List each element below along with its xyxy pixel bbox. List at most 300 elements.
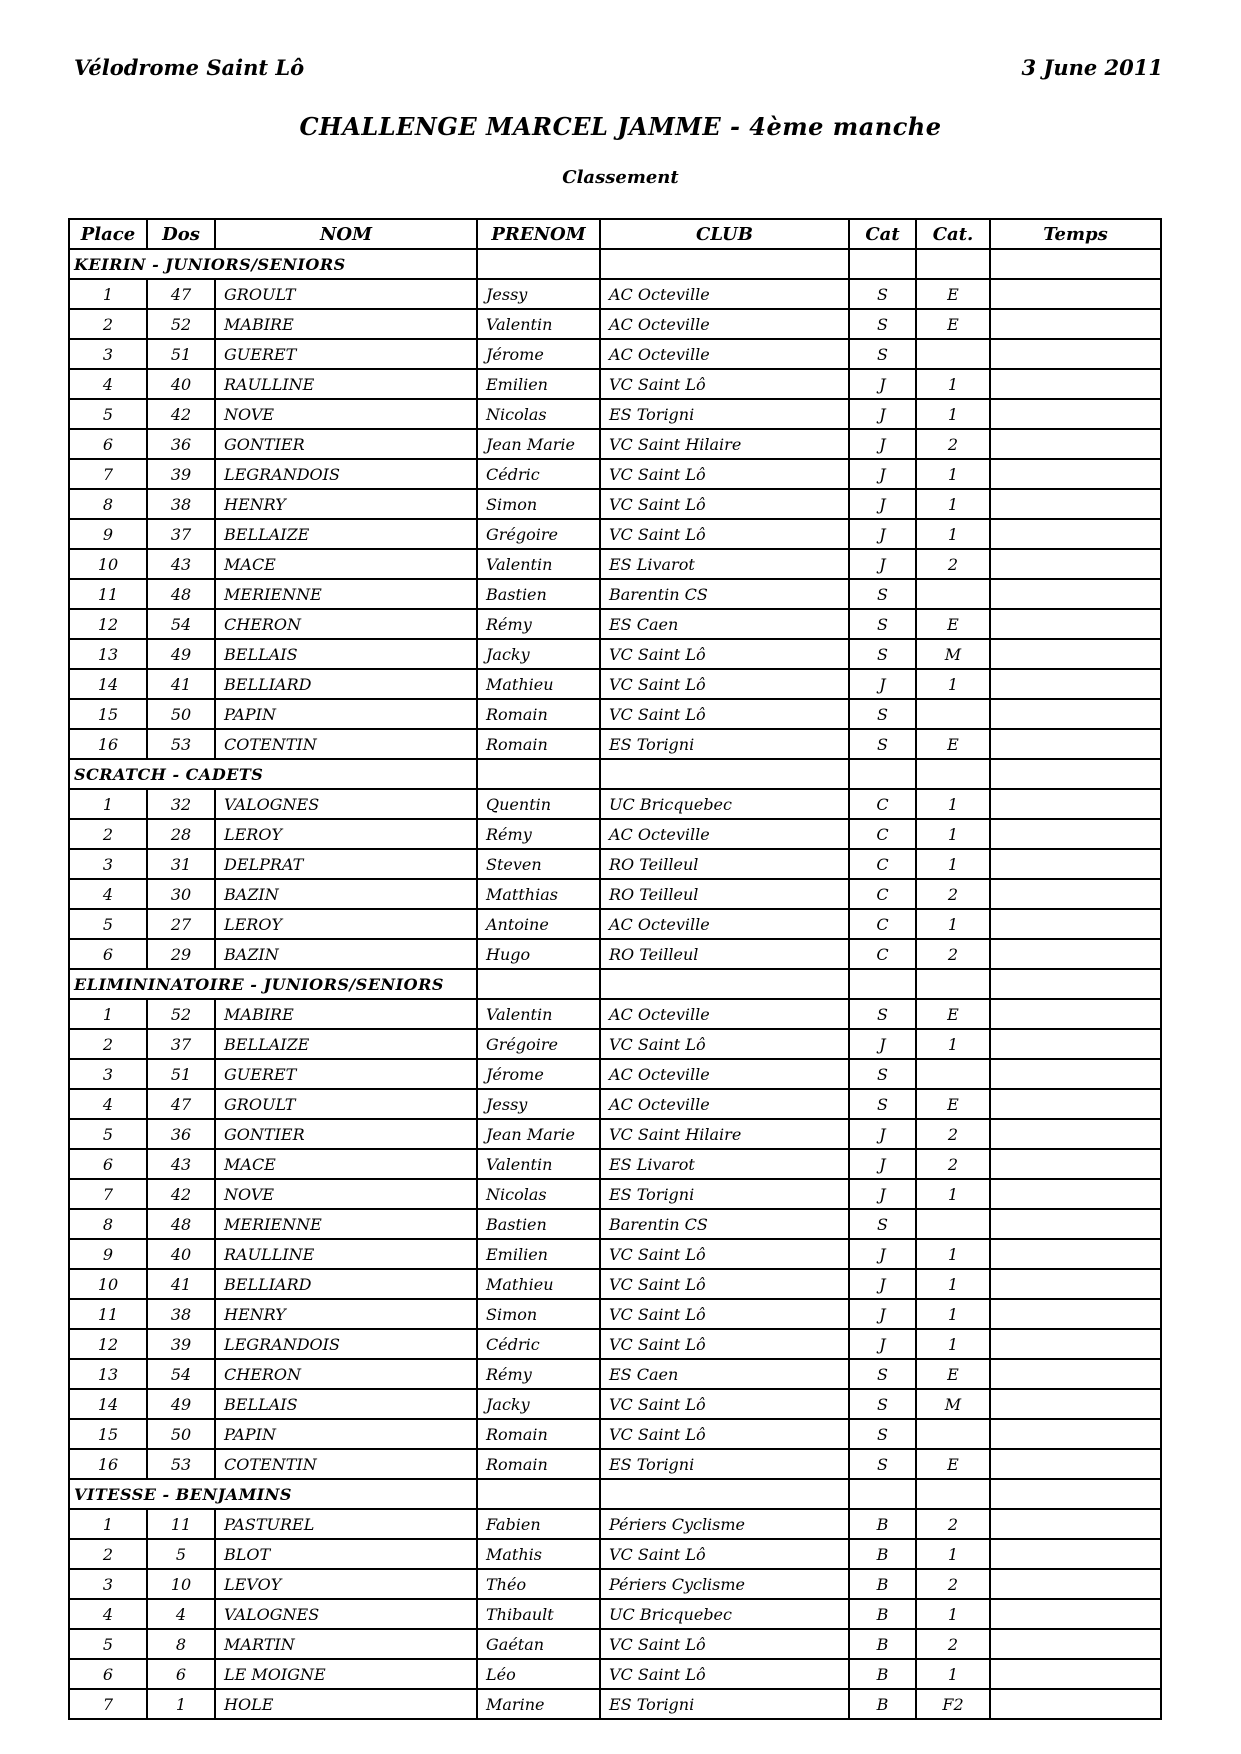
cat2-cell: 1 <box>916 1659 990 1689</box>
place-cell: 1 <box>69 789 147 819</box>
cat-cell: C <box>849 849 916 879</box>
dos-cell: 43 <box>147 1149 215 1179</box>
nom-cell: MABIRE <box>215 999 477 1029</box>
cat2-cell: M <box>916 639 990 669</box>
nom-cell: BELLAIS <box>215 639 477 669</box>
cat-cell: C <box>849 909 916 939</box>
cat2-cell <box>916 579 990 609</box>
prenom-cell: Théo <box>477 1569 600 1599</box>
temps-cell <box>990 1479 1161 1509</box>
nom-cell: LEGRANDOIS <box>215 459 477 489</box>
club-cell: ES Torigni <box>600 1179 849 1209</box>
table-header-row <box>69 219 1161 249</box>
table-row <box>69 1059 1161 1089</box>
table-row <box>69 399 1161 429</box>
table-row <box>69 1179 1161 1209</box>
table-row <box>69 1269 1161 1299</box>
cat-cell: B <box>849 1539 916 1569</box>
table-row <box>69 579 1161 609</box>
cat-cell: S <box>849 999 916 1029</box>
club-cell: ES Livarot <box>600 1149 849 1179</box>
dos-cell: 48 <box>147 1209 215 1239</box>
club-cell: AC Octeville <box>600 279 849 309</box>
dos-cell: 49 <box>147 1389 215 1419</box>
place-cell: 1 <box>69 999 147 1029</box>
place-cell: 14 <box>69 669 147 699</box>
cat2-cell <box>916 1419 990 1449</box>
prenom-cell: Grégoire <box>477 1029 600 1059</box>
dos-cell: 51 <box>147 339 215 369</box>
table-row <box>69 489 1161 519</box>
place-cell: 3 <box>69 849 147 879</box>
temps-cell <box>990 1359 1161 1389</box>
cat2-cell: 1 <box>916 669 990 699</box>
prenom-cell: Simon <box>477 1299 600 1329</box>
cat-cell: J <box>849 399 916 429</box>
nom-cell: LEROY <box>215 909 477 939</box>
section-empty-cell <box>849 969 916 999</box>
club-cell: ES Caen <box>600 609 849 639</box>
table-row <box>69 1419 1161 1449</box>
cat-cell: S <box>849 729 916 759</box>
club-cell: VC Saint Lô <box>600 1419 849 1449</box>
dos-cell: 11 <box>147 1509 215 1539</box>
place-cell: 7 <box>69 1689 147 1719</box>
nom-cell: HOLE <box>215 1689 477 1719</box>
cat2-cell: 1 <box>916 1179 990 1209</box>
prenom-cell: Rémy <box>477 819 600 849</box>
prenom-cell: Jean Marie <box>477 1119 600 1149</box>
cat-cell: S <box>849 609 916 639</box>
temps-cell <box>990 1509 1161 1539</box>
place-cell: 2 <box>69 1029 147 1059</box>
cat2-cell: E <box>916 999 990 1029</box>
cat-cell: S <box>849 1059 916 1089</box>
section-empty-cell <box>600 249 849 279</box>
prenom-cell: Jessy <box>477 279 600 309</box>
cat-cell: J <box>849 1269 916 1299</box>
temps-cell <box>990 729 1161 759</box>
dos-cell: 39 <box>147 1329 215 1359</box>
nom-cell: MERIENNE <box>215 1209 477 1239</box>
temps-cell <box>990 429 1161 459</box>
dos-cell: 38 <box>147 1299 215 1329</box>
document-date: 3 June 2011 <box>1021 55 1163 80</box>
temps-cell <box>990 1629 1161 1659</box>
section-empty-cell <box>916 249 990 279</box>
club-cell: VC Saint Hilaire <box>600 1119 849 1149</box>
prenom-cell: Bastien <box>477 1209 600 1239</box>
prenom-cell: Valentin <box>477 549 600 579</box>
nom-cell: MABIRE <box>215 309 477 339</box>
cat-cell: J <box>849 519 916 549</box>
nom-cell: BELLAIZE <box>215 519 477 549</box>
section-empty-cell <box>916 759 990 789</box>
temps-cell <box>990 639 1161 669</box>
place-cell: 12 <box>69 1329 147 1359</box>
venue-title: Vélodrome Saint Lô <box>74 55 305 80</box>
section-header-row <box>69 249 1161 279</box>
prenom-cell: Cédric <box>477 459 600 489</box>
prenom-cell: Jérome <box>477 1059 600 1089</box>
nom-cell: GROULT <box>215 1089 477 1119</box>
table-row <box>69 1359 1161 1389</box>
place-cell: 4 <box>69 879 147 909</box>
prenom-cell: Jean Marie <box>477 429 600 459</box>
dos-cell: 41 <box>147 1269 215 1299</box>
cat-cell: J <box>849 369 916 399</box>
cat-cell: S <box>849 639 916 669</box>
cat-cell: B <box>849 1689 916 1719</box>
nom-cell: CHERON <box>215 609 477 639</box>
place-cell: 4 <box>69 369 147 399</box>
cat2-cell: F2 <box>916 1689 990 1719</box>
club-cell: VC Saint Lô <box>600 1629 849 1659</box>
dos-cell: 29 <box>147 939 215 969</box>
club-cell: UC Bricquebec <box>600 1599 849 1629</box>
place-cell: 5 <box>69 1119 147 1149</box>
temps-cell <box>990 759 1161 789</box>
prenom-cell: Simon <box>477 489 600 519</box>
dos-cell: 32 <box>147 789 215 819</box>
temps-cell <box>990 1239 1161 1269</box>
table-row <box>69 1329 1161 1359</box>
cat-cell: J <box>849 429 916 459</box>
temps-cell <box>990 789 1161 819</box>
club-cell: RO Teilleul <box>600 849 849 879</box>
place-cell: 1 <box>69 1509 147 1539</box>
section-empty-cell <box>477 249 600 279</box>
cat-cell: C <box>849 939 916 969</box>
club-cell: Barentin CS <box>600 1209 849 1239</box>
dos-cell: 51 <box>147 1059 215 1089</box>
cat2-cell: 1 <box>916 1239 990 1269</box>
dos-cell: 53 <box>147 729 215 759</box>
place-cell: 6 <box>69 939 147 969</box>
cat2-cell: 1 <box>916 489 990 519</box>
temps-cell <box>990 279 1161 309</box>
club-cell: AC Octeville <box>600 909 849 939</box>
cat-cell: B <box>849 1509 916 1539</box>
cat-cell: S <box>849 1449 916 1479</box>
dos-cell: 48 <box>147 579 215 609</box>
cat-cell: J <box>849 459 916 489</box>
cat2-cell: 1 <box>916 789 990 819</box>
table-row <box>69 459 1161 489</box>
club-cell: VC Saint Lô <box>600 639 849 669</box>
cat-cell: C <box>849 819 916 849</box>
club-cell: VC Saint Lô <box>600 1269 849 1299</box>
section-title: KEIRIN - JUNIORS/SENIORS <box>69 249 477 279</box>
place-cell: 3 <box>69 1059 147 1089</box>
cat2-cell: 2 <box>916 1119 990 1149</box>
nom-cell: HENRY <box>215 489 477 519</box>
temps-cell <box>990 1209 1161 1239</box>
table-row <box>69 1209 1161 1239</box>
col-header-nom: NOM <box>215 219 477 249</box>
cat2-cell: 2 <box>916 1629 990 1659</box>
temps-cell <box>990 969 1161 999</box>
place-cell: 2 <box>69 309 147 339</box>
club-cell: VC Saint Lô <box>600 519 849 549</box>
cat-cell: C <box>849 879 916 909</box>
section-header-row <box>69 969 1161 999</box>
table-row <box>69 849 1161 879</box>
place-cell: 11 <box>69 1299 147 1329</box>
nom-cell: BAZIN <box>215 939 477 969</box>
cat2-cell: 2 <box>916 429 990 459</box>
prenom-cell: Valentin <box>477 309 600 339</box>
nom-cell: COTENTIN <box>215 1449 477 1479</box>
club-cell: AC Octeville <box>600 1089 849 1119</box>
place-cell: 7 <box>69 459 147 489</box>
nom-cell: BLOT <box>215 1539 477 1569</box>
nom-cell: MARTIN <box>215 1629 477 1659</box>
club-cell: VC Saint Lô <box>600 1389 849 1419</box>
prenom-cell: Emilien <box>477 1239 600 1269</box>
nom-cell: PAPIN <box>215 699 477 729</box>
nom-cell: LEVOY <box>215 1569 477 1599</box>
temps-cell <box>990 1269 1161 1299</box>
club-cell: AC Octeville <box>600 309 849 339</box>
cat-cell: C <box>849 789 916 819</box>
nom-cell: DELPRAT <box>215 849 477 879</box>
temps-cell <box>990 1449 1161 1479</box>
temps-cell <box>990 999 1161 1029</box>
temps-cell <box>990 1149 1161 1179</box>
dos-cell: 28 <box>147 819 215 849</box>
cat-cell: S <box>849 339 916 369</box>
table-row <box>69 729 1161 759</box>
place-cell: 5 <box>69 1629 147 1659</box>
club-cell: VC Saint Lô <box>600 1659 849 1689</box>
temps-cell <box>990 369 1161 399</box>
cat-cell: J <box>849 1329 916 1359</box>
cat-cell: B <box>849 1659 916 1689</box>
table-row <box>69 1539 1161 1569</box>
dos-cell: 1 <box>147 1689 215 1719</box>
dos-cell: 47 <box>147 279 215 309</box>
cat-cell: S <box>849 309 916 339</box>
nom-cell: VALOGNES <box>215 1599 477 1629</box>
place-cell: 7 <box>69 1179 147 1209</box>
nom-cell: NOVE <box>215 1179 477 1209</box>
cat-cell: S <box>849 1419 916 1449</box>
dos-cell: 53 <box>147 1449 215 1479</box>
club-cell: VC Saint Lô <box>600 1299 849 1329</box>
dos-cell: 27 <box>147 909 215 939</box>
dos-cell: 37 <box>147 519 215 549</box>
place-cell: 2 <box>69 819 147 849</box>
club-cell: ES Torigni <box>600 1449 849 1479</box>
cat-cell: J <box>849 1299 916 1329</box>
prenom-cell: Romain <box>477 1449 600 1479</box>
dos-cell: 10 <box>147 1569 215 1599</box>
place-cell: 16 <box>69 729 147 759</box>
cat-cell: B <box>849 1599 916 1629</box>
temps-cell <box>990 879 1161 909</box>
prenom-cell: Romain <box>477 1419 600 1449</box>
club-cell: VC Saint Hilaire <box>600 429 849 459</box>
cat-cell: J <box>849 1239 916 1269</box>
place-cell: 9 <box>69 519 147 549</box>
dos-cell: 36 <box>147 429 215 459</box>
nom-cell: LEGRANDOIS <box>215 1329 477 1359</box>
cat2-cell: E <box>916 279 990 309</box>
club-cell: AC Octeville <box>600 339 849 369</box>
section-empty-cell <box>600 759 849 789</box>
cat2-cell: E <box>916 729 990 759</box>
table-row <box>69 1629 1161 1659</box>
cat2-cell: E <box>916 609 990 639</box>
prenom-cell: Jacky <box>477 639 600 669</box>
dos-cell: 31 <box>147 849 215 879</box>
dos-cell: 40 <box>147 369 215 399</box>
nom-cell: COTENTIN <box>215 729 477 759</box>
temps-cell <box>990 459 1161 489</box>
prenom-cell: Léo <box>477 1659 600 1689</box>
dos-cell: 49 <box>147 639 215 669</box>
dos-cell: 47 <box>147 1089 215 1119</box>
nom-cell: BELLAIZE <box>215 1029 477 1059</box>
temps-cell <box>990 1569 1161 1599</box>
section-header-row <box>69 759 1161 789</box>
place-cell: 13 <box>69 639 147 669</box>
section-empty-cell <box>849 1479 916 1509</box>
cat2-cell: 1 <box>916 909 990 939</box>
dos-cell: 30 <box>147 879 215 909</box>
club-cell: UC Bricquebec <box>600 789 849 819</box>
cat-cell: S <box>849 1389 916 1419</box>
club-cell: ES Torigni <box>600 729 849 759</box>
prenom-cell: Rémy <box>477 1359 600 1389</box>
nom-cell: GONTIER <box>215 429 477 459</box>
dos-cell: 54 <box>147 609 215 639</box>
cat-cell: S <box>849 1209 916 1239</box>
table-row <box>69 549 1161 579</box>
temps-cell <box>990 1059 1161 1089</box>
place-cell: 15 <box>69 699 147 729</box>
cat-cell: J <box>849 1029 916 1059</box>
table-row <box>69 1239 1161 1269</box>
dos-cell: 38 <box>147 489 215 519</box>
table-row <box>69 1149 1161 1179</box>
temps-cell <box>990 819 1161 849</box>
dos-cell: 40 <box>147 1239 215 1269</box>
place-cell: 10 <box>69 1269 147 1299</box>
club-cell: RO Teilleul <box>600 939 849 969</box>
prenom-cell: Romain <box>477 699 600 729</box>
temps-cell <box>990 1179 1161 1209</box>
place-cell: 8 <box>69 489 147 519</box>
place-cell: 3 <box>69 1569 147 1599</box>
prenom-cell: Thibault <box>477 1599 600 1629</box>
club-cell: ES Caen <box>600 1359 849 1389</box>
dos-cell: 50 <box>147 699 215 729</box>
temps-cell <box>990 549 1161 579</box>
cat2-cell: 1 <box>916 1029 990 1059</box>
col-header-prenom: PRENOM <box>477 219 600 249</box>
place-cell: 12 <box>69 609 147 639</box>
table-row <box>69 939 1161 969</box>
nom-cell: PASTUREL <box>215 1509 477 1539</box>
cat2-cell: 2 <box>916 1569 990 1599</box>
table-row <box>69 909 1161 939</box>
section-empty-cell <box>916 969 990 999</box>
dos-cell: 42 <box>147 1179 215 1209</box>
temps-cell <box>990 1599 1161 1629</box>
section-empty-cell <box>849 759 916 789</box>
section-title: VITESSE - BENJAMINS <box>69 1479 477 1509</box>
temps-cell <box>990 939 1161 969</box>
nom-cell: VALOGNES <box>215 789 477 819</box>
nom-cell: BAZIN <box>215 879 477 909</box>
prenom-cell: Jérome <box>477 339 600 369</box>
document-header <box>0 0 1241 80</box>
cat2-cell <box>916 1209 990 1239</box>
club-cell: VC Saint Lô <box>600 1539 849 1569</box>
place-cell: 9 <box>69 1239 147 1269</box>
dos-cell: 52 <box>147 999 215 1029</box>
prenom-cell: Hugo <box>477 939 600 969</box>
section-empty-cell <box>849 249 916 279</box>
cat-cell: J <box>849 1119 916 1149</box>
cat2-cell <box>916 699 990 729</box>
table-row <box>69 639 1161 669</box>
club-cell: ES Torigni <box>600 399 849 429</box>
nom-cell: BELLIARD <box>215 669 477 699</box>
section-empty-cell <box>477 1479 600 1509</box>
club-cell: VC Saint Lô <box>600 369 849 399</box>
prenom-cell: Valentin <box>477 999 600 1029</box>
cat2-cell: E <box>916 1449 990 1479</box>
dos-cell: 8 <box>147 1629 215 1659</box>
nom-cell: MERIENNE <box>215 579 477 609</box>
table-row <box>69 1599 1161 1629</box>
table-row <box>69 1029 1161 1059</box>
place-cell: 11 <box>69 579 147 609</box>
cat-cell: J <box>849 1179 916 1209</box>
cat2-cell: 1 <box>916 1539 990 1569</box>
place-cell: 6 <box>69 1149 147 1179</box>
club-cell: AC Octeville <box>600 1059 849 1089</box>
place-cell: 2 <box>69 1539 147 1569</box>
place-cell: 6 <box>69 1659 147 1689</box>
place-cell: 8 <box>69 1209 147 1239</box>
club-cell: Barentin CS <box>600 579 849 609</box>
place-cell: 13 <box>69 1359 147 1389</box>
prenom-cell: Cédric <box>477 1329 600 1359</box>
table-row <box>69 669 1161 699</box>
prenom-cell: Mathieu <box>477 669 600 699</box>
place-cell: 10 <box>69 549 147 579</box>
temps-cell <box>990 1539 1161 1569</box>
cat2-cell: 2 <box>916 1509 990 1539</box>
table-row <box>69 819 1161 849</box>
cat2-cell: 1 <box>916 1329 990 1359</box>
prenom-cell: Quentin <box>477 789 600 819</box>
cat2-cell: 1 <box>916 369 990 399</box>
club-cell: AC Octeville <box>600 999 849 1029</box>
prenom-cell: Gaétan <box>477 1629 600 1659</box>
cat-cell: S <box>849 1089 916 1119</box>
prenom-cell: Emilien <box>477 369 600 399</box>
cat2-cell: E <box>916 309 990 339</box>
cat2-cell <box>916 1059 990 1089</box>
table-row <box>69 309 1161 339</box>
nom-cell: MACE <box>215 1149 477 1179</box>
place-cell: 4 <box>69 1599 147 1629</box>
